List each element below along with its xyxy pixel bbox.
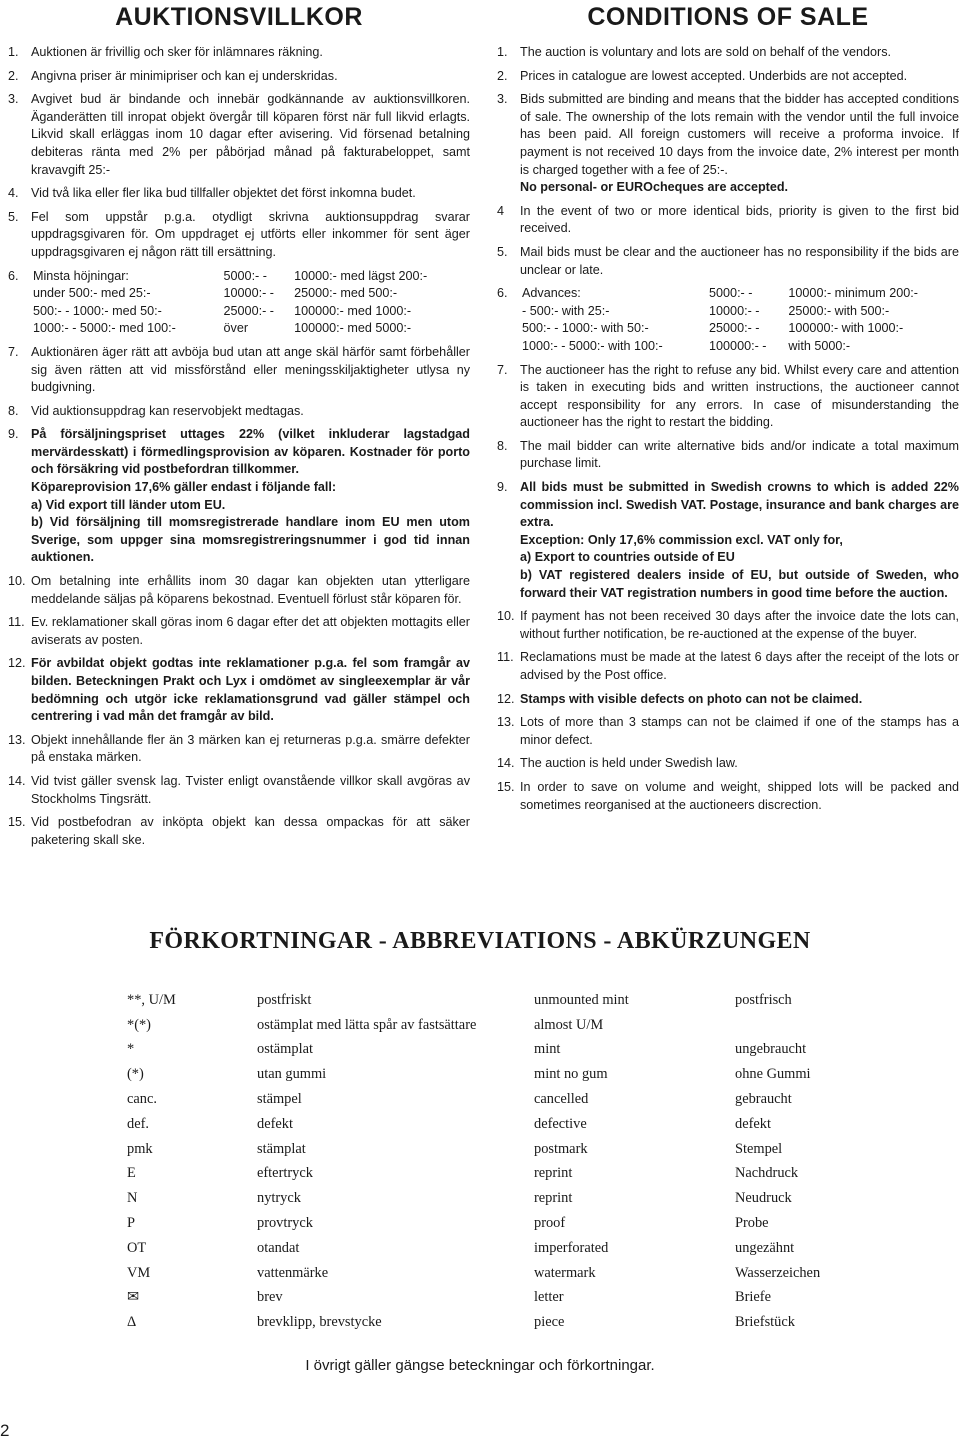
term-text: [520, 438, 959, 473]
term-text: [31, 268, 470, 338]
term-paragraph: Vid tvist gäller svensk lag. Tvister enligt ovanstående villkor skall avgöras av Stockholms Tingsrätt.: [31, 773, 470, 806]
increments-intro: Minsta höjningar:: [33, 268, 129, 283]
increments-cell: över: [223, 321, 249, 336]
term-line: b) VAT registered dealers inside of EU, but outside of Sweden, who forward their VAT registration numbers in good time before the auction.: [520, 568, 959, 600]
increments-cell: 5000:- -: [709, 286, 753, 301]
increments-cell: 10000:- -: [223, 286, 274, 301]
term-paragraph: In order to save on volume and weight, shipped lots will be packed and sometimes reorganised at the auctioneers discrection.: [520, 779, 959, 812]
term-paragraph: Vid auktionsuppdrag kan reservobjekt medtagas.: [31, 403, 304, 418]
increments-cell: 1000:- - 5000:- med 100:-: [33, 321, 176, 336]
german-term: Probe: [735, 1215, 769, 1232]
term-paragraph: Auktionen är frivillig och sker för inlämnares räkning.: [31, 45, 323, 59]
term-paragraph: The auctioneer has the right to refuse any bid. Whilst every care and attention is taken in executing bids and written instructions, the auctioneer cannot accept responsibility for any errors. In case of misunderstanding the auctioneer has the right to restart the bidding.: [520, 362, 959, 430]
term-text: [31, 773, 470, 808]
abbreviation-code: N: [127, 1190, 138, 1207]
increments-cell: 100000:- -: [709, 338, 767, 353]
english-term: unmounted mint: [534, 991, 629, 1008]
term-number: 8.: [497, 438, 508, 453]
term-number: 14.: [497, 756, 515, 771]
term-number: 5.: [8, 209, 19, 224]
term-number: 1.: [8, 45, 19, 59]
term-line: Exception: Only 17,6% commission excl. VAT only for,: [520, 532, 843, 547]
term-text: [520, 755, 959, 773]
german-term: Stempel: [735, 1140, 783, 1157]
term-paragraph: Avgivet bud är bindande och innebär godkännande av auktionsvillkoren. Äganderätten till inropat objekt övergår till köparen först när full likvid erlagts. Likvid skall erläggas inom 10 dagar efter avisering. Vid försenad betalning debiteras ränta med 2% per påbörjad månad på fakturabeloppet, samt kravavgift 25:-: [31, 92, 470, 177]
term-item: [497, 608, 959, 643]
increments-cell: 10000:- med lägst 200:-: [294, 268, 428, 283]
term-text: [520, 362, 959, 432]
term-text: [31, 814, 470, 849]
increments-row: [520, 303, 959, 321]
swedish-term: brevklipp, brevstycke: [257, 1314, 382, 1331]
term-number: 13.: [497, 715, 515, 730]
term-item: [497, 203, 959, 238]
term-text: [31, 209, 470, 262]
term-number: 11.: [8, 615, 25, 630]
abbreviation-code: *: [127, 1041, 135, 1058]
term-number: 6.: [8, 268, 19, 283]
increments-cell: 10000:- -: [709, 303, 760, 318]
english-term: cancelled: [534, 1091, 589, 1108]
term-item: [497, 362, 959, 432]
term-line: På försäljningspriset uttages 22% (vilket inkluderar lagstadgad mervärdesskatt) i förmedlingsprovision av köparen. Kostnader för porto och försäkring vid postbefordran tillkommer.: [31, 427, 470, 477]
term-paragraph: För avbildat objekt godtas inte reklamationer p.g.a. fel som framgår av bilden. Beteckningen Prakt och Lyx i omdömet av singleexemplar är vår bedömning och utgör icke reklamationsgrund vad gäller stämpel och centrering i vad mån det framgår av bild.: [31, 656, 470, 724]
term-text: [31, 91, 470, 179]
term-item: [8, 403, 470, 421]
english-term: reprint: [534, 1190, 573, 1207]
german-term: Briefstück: [735, 1314, 795, 1331]
english-term: postmark: [534, 1140, 588, 1157]
term-item: [497, 691, 959, 709]
term-line: a) Export to countries outside of EU: [520, 550, 735, 565]
term-text: [31, 614, 470, 649]
english-terms-title: CONDITIONS OF SALE: [587, 3, 869, 31]
term-line: Köpareprovision 17,6% gäller endast i följande fall:: [31, 480, 337, 495]
term-number: 15.: [497, 779, 515, 794]
abbreviation-code: ✉: [127, 1289, 140, 1306]
swedish-term: brev: [257, 1289, 283, 1306]
abbreviations-table: [127, 988, 905, 1335]
abbreviation-row: [127, 1310, 905, 1335]
increments-cell: 10000:- minimum 200:-: [788, 286, 918, 301]
term-paragraph: Angivna priser är minimipriser och kan ej underskridas.: [31, 68, 338, 83]
english-term: mint no gum: [534, 1066, 608, 1083]
term-number: 2.: [8, 68, 19, 83]
increments-row: [31, 285, 470, 303]
term-number: 9.: [8, 427, 19, 442]
term-paragraph: Prices in catalogue are lowest accepted. Underbids are not accepted.: [520, 68, 908, 83]
term-text: [520, 44, 959, 62]
term-text: [520, 479, 959, 602]
abbreviation-row: [127, 1087, 905, 1112]
abbreviation-code: VM: [127, 1264, 151, 1281]
term-number: 7.: [8, 344, 19, 359]
term-paragraph: Vid postbefodran av inköpta objekt kan dessa ompackas för att säker paketering skall ske.: [31, 815, 470, 847]
term-line: a) Vid export till länder utom EU.: [31, 497, 226, 512]
abbreviation-row: [127, 1211, 905, 1236]
term-item: [8, 209, 470, 262]
english-term: letter: [534, 1289, 564, 1306]
term-item: [497, 755, 959, 773]
term-paragraph: The mail bidder can write alternative bids and/or indicate a total maximum purchase limit.: [520, 438, 959, 471]
swedish-term: provtryck: [257, 1215, 313, 1232]
term-text: [520, 779, 959, 814]
increments-cell: - 500:- with 25:-: [522, 303, 610, 318]
english-term: proof: [534, 1215, 566, 1232]
abbreviations-title: FÖRKORTNINGAR - ABBREVIATIONS - ABKÜRZUNGEN: [149, 928, 811, 954]
swedish-term: eftertryck: [257, 1165, 313, 1182]
abbreviation-code: P: [127, 1215, 136, 1232]
english-term: defective: [534, 1115, 587, 1132]
term-item: [8, 426, 470, 567]
term-text: [31, 44, 470, 62]
term-text: [520, 244, 959, 279]
term-number: 12.: [497, 691, 515, 706]
abbreviation-row: [127, 1062, 905, 1087]
term-number: 3.: [497, 92, 508, 107]
term-item: [8, 185, 470, 203]
abbreviation-code: **, U/M: [127, 991, 176, 1008]
term-number: 1.: [497, 45, 508, 59]
term-item: [497, 91, 959, 197]
english-term: almost U/M: [534, 1016, 604, 1033]
term-item: [8, 344, 470, 397]
german-term: ungezähnt: [735, 1239, 795, 1256]
increments-cell: 25000:- with 500:-: [788, 303, 890, 318]
abbreviation-row: [127, 1286, 905, 1311]
abbreviation-row: [127, 988, 905, 1013]
increments-row: [520, 338, 959, 356]
increments-intro-row: [31, 268, 470, 286]
english-term: mint: [534, 1041, 561, 1058]
term-text: [31, 426, 470, 567]
swedish-terms-column: [8, 0, 470, 855]
abbreviation-row: [127, 1137, 905, 1162]
term-paragraph: The auction is voluntary and lots are sold on behalf of the vendors.: [520, 45, 892, 59]
german-term: Wasserzeichen: [735, 1264, 821, 1281]
abbreviation-row: [127, 1186, 905, 1211]
term-paragraph: Objekt innehållande fler än 3 märken kan ej returneras p.g.a. smärre defekter på enstaka märken.: [31, 732, 470, 765]
german-term: gebraucht: [735, 1091, 792, 1108]
term-line: b) Vid försäljning till momsregistrerade handlare inom EU men utom Sverige, som uppger sina momsregistreringsnummer i god tid innan auktionen.: [31, 515, 470, 565]
swedish-term: vattenmärke: [257, 1264, 329, 1281]
swedish-term: defekt: [257, 1115, 293, 1132]
abbreviation-code: E: [127, 1165, 136, 1182]
swedish-term: nytryck: [257, 1190, 301, 1207]
swedish-term: stämplat: [257, 1140, 306, 1157]
swedish-term: ostämplat med lätta spår av fastsättare: [257, 1016, 477, 1033]
term-item: [8, 573, 470, 608]
term-paragraph: If payment has not been received 30 days after the invoice date the lots can, without further notification, be re-auctioned at the expense of the buyer.: [520, 609, 959, 641]
swedish-terms-title: AUKTIONSVILLKOR: [115, 3, 363, 31]
term-item: [8, 773, 470, 808]
increments-cell: with 5000:-: [788, 338, 851, 353]
increments-cell: 100000:- med 1000:-: [294, 303, 412, 318]
abbreviation-code: *(*): [127, 1016, 151, 1033]
increments-cell: 5000:- -: [223, 268, 267, 283]
term-number: 11.: [497, 650, 514, 665]
term-text: [520, 691, 959, 709]
term-number: 8.: [8, 403, 19, 418]
increments-cell: 25000:- -: [709, 321, 760, 336]
term-text: [520, 203, 959, 238]
term-item: [8, 68, 470, 86]
swedish-terms-list: [8, 44, 470, 849]
increments-cell: 25000:- -: [223, 303, 274, 318]
term-text: [520, 285, 959, 355]
term-item: [497, 285, 959, 355]
english-terms-column: [497, 0, 959, 820]
term-item: [8, 44, 470, 62]
abbreviation-row: [127, 1013, 905, 1038]
increments-cell: under 500:- med 25:-: [33, 286, 151, 301]
increments-table: [520, 285, 959, 355]
term-number: 2.: [497, 68, 508, 83]
german-term: ungebraucht: [735, 1041, 807, 1058]
increments-intro: Advances:: [522, 286, 581, 301]
abbreviation-row: [127, 1236, 905, 1261]
term-item: [8, 655, 470, 725]
term-number: 15.: [8, 815, 26, 830]
term-text: [520, 649, 959, 684]
term-number: 10.: [8, 574, 26, 589]
term-paragraph: Stamps with visible defects on photo can not be claimed.: [520, 691, 863, 706]
swedish-term: otandat: [257, 1239, 300, 1256]
term-number: 14.: [8, 773, 26, 788]
increments-cell: 100000:- with 1000:-: [788, 321, 904, 336]
term-text: [520, 91, 959, 197]
term-paragraph: Mail bids must be clear and the auctioneer has no responsibility if the bids are unclear or late.: [520, 244, 959, 277]
term-item: [497, 779, 959, 814]
term-item: [8, 91, 470, 179]
term-item: [8, 732, 470, 767]
increments-row: [31, 320, 470, 338]
term-paragraph: The auction is held under Swedish law.: [520, 756, 738, 771]
term-text: [31, 344, 470, 397]
term-paragraph: In the event of two or more identical bids, priority is given to the first bid received.: [520, 203, 959, 236]
abbreviation-row: [127, 1162, 905, 1187]
term-line: All bids must be submitted in Swedish crowns to which is added 22% commission incl. Swedish VAT. Postage, insurance and bank charges are extra.: [520, 480, 959, 530]
english-term: piece: [534, 1314, 565, 1331]
abbreviation-code: pmk: [127, 1140, 153, 1157]
increments-intro-row: [520, 285, 959, 303]
term-paragraph: Lots of more than 3 stamps can not be claimed if one of the stamps has a minor defect.: [520, 715, 959, 747]
german-term: ohne Gummi: [735, 1066, 811, 1083]
increments-row: [520, 320, 959, 338]
german-term: Neudruck: [735, 1190, 792, 1207]
term-item: [8, 814, 470, 849]
term-text: [31, 573, 470, 608]
increments-cell: 500:- - 1000:- med 50:-: [33, 303, 162, 318]
term-number: 10.: [497, 609, 515, 624]
abbreviation-code: OT: [127, 1239, 147, 1256]
term-number: 3.: [8, 92, 19, 107]
term-paragraph: Vid två lika eller fler lika bud tillfaller objektet det först inkomna budet.: [31, 186, 416, 201]
page-number: 2: [0, 1421, 10, 1440]
english-term: watermark: [534, 1264, 596, 1281]
german-term: defekt: [735, 1115, 771, 1132]
english-term: imperforated: [534, 1239, 609, 1256]
term-number: 12.: [8, 656, 26, 671]
abbreviation-code: (*): [127, 1066, 144, 1083]
german-term: Briefe: [735, 1289, 771, 1306]
english-terms-list: [497, 44, 959, 814]
term-note: No personal- or EUROcheques are accepted.: [520, 180, 789, 195]
term-paragraph: Om betalning inte erhållits inom 30 dagar kan objekten utan ytterligare meddelande säljas på köparens bekostnad. Eventuell förlust står köparen för.: [31, 574, 470, 606]
term-paragraph: Bids submitted are binding and means that the bidder has accepted conditions of sale. The ownership of the lots remain with the vendor until the full invoice has been paid. All foreign customers will receive a proforma invoice. If payment is not received 10 days from the invoice date, 2% interest per month is charged together with a fee of 25:-.: [520, 92, 959, 177]
increments-row: [31, 303, 470, 321]
term-number: 6.: [497, 286, 508, 301]
increments-cell: 1000:- - 5000:- with 100:-: [522, 338, 663, 353]
term-item: [497, 244, 959, 279]
term-number: 4: [497, 203, 505, 218]
term-number: 7.: [497, 362, 508, 377]
term-item: [497, 44, 959, 62]
term-number: 5.: [497, 244, 508, 259]
term-item: [497, 438, 959, 473]
term-text: [520, 608, 959, 643]
swedish-term: postfriskt: [257, 991, 312, 1008]
term-item: [497, 714, 959, 749]
term-paragraph: Reclamations must be made at the latest 6 days after the receipt of the lots or advised by the Post office.: [520, 650, 959, 682]
abbreviation-code: canc.: [127, 1091, 157, 1108]
term-paragraph: Ev. reklamationer skall göras inom 6 dagar efter det att objekten mottagits eller aviserats av posten.: [31, 615, 470, 647]
term-item: [8, 268, 470, 338]
term-text: [520, 68, 959, 86]
term-paragraph: Fel som uppstår p.g.a. otydligt skrivna auktionsuppdrag svarar uppdragsgivaren för. Om uppdraget ej utförts eller inkommer för sent äger uppdragsgivaren ej någon rätt till ersättning.: [31, 209, 470, 259]
abbreviation-code: Δ: [127, 1314, 137, 1331]
increments-cell: 500:- - 1000:- with 50:-: [522, 321, 649, 336]
english-term: reprint: [534, 1165, 573, 1182]
term-number: 9.: [497, 480, 508, 495]
swedish-term: utan gummi: [257, 1066, 327, 1083]
abbreviation-code: def.: [127, 1115, 149, 1132]
term-item: [497, 649, 959, 684]
term-item: [8, 614, 470, 649]
term-number: 4.: [8, 186, 19, 201]
swedish-term: ostämplat: [257, 1041, 313, 1058]
footer-note: I övrigt gäller gängse beteckningar och förkortningar.: [305, 1357, 655, 1374]
abbreviation-row: [127, 1261, 905, 1286]
german-term: Nachdruck: [735, 1165, 799, 1182]
term-text: [31, 655, 470, 725]
term-text: [31, 403, 470, 421]
term-paragraph: Auktionären äger rätt att avböja bud utan att ange skäl härför samt förbehåller sig även rätten att vid missförstånd eller meningsskiljaktigheter utlysa ny budgivning.: [31, 344, 470, 395]
abbreviation-row: [127, 1112, 905, 1137]
term-text: [31, 185, 470, 203]
abbreviation-row: [127, 1038, 905, 1063]
term-text: [520, 714, 959, 749]
german-term: postfrisch: [735, 991, 792, 1008]
term-item: [497, 68, 959, 86]
term-text: [31, 68, 470, 86]
increments-cell: 100000:- med 5000:-: [294, 321, 412, 336]
term-item: [497, 479, 959, 602]
increments-cell: 25000:- med 500:-: [294, 286, 398, 301]
increments-table: [31, 268, 470, 338]
term-text: [31, 732, 470, 767]
swedish-term: stämpel: [257, 1091, 302, 1108]
term-number: 13.: [8, 732, 26, 747]
